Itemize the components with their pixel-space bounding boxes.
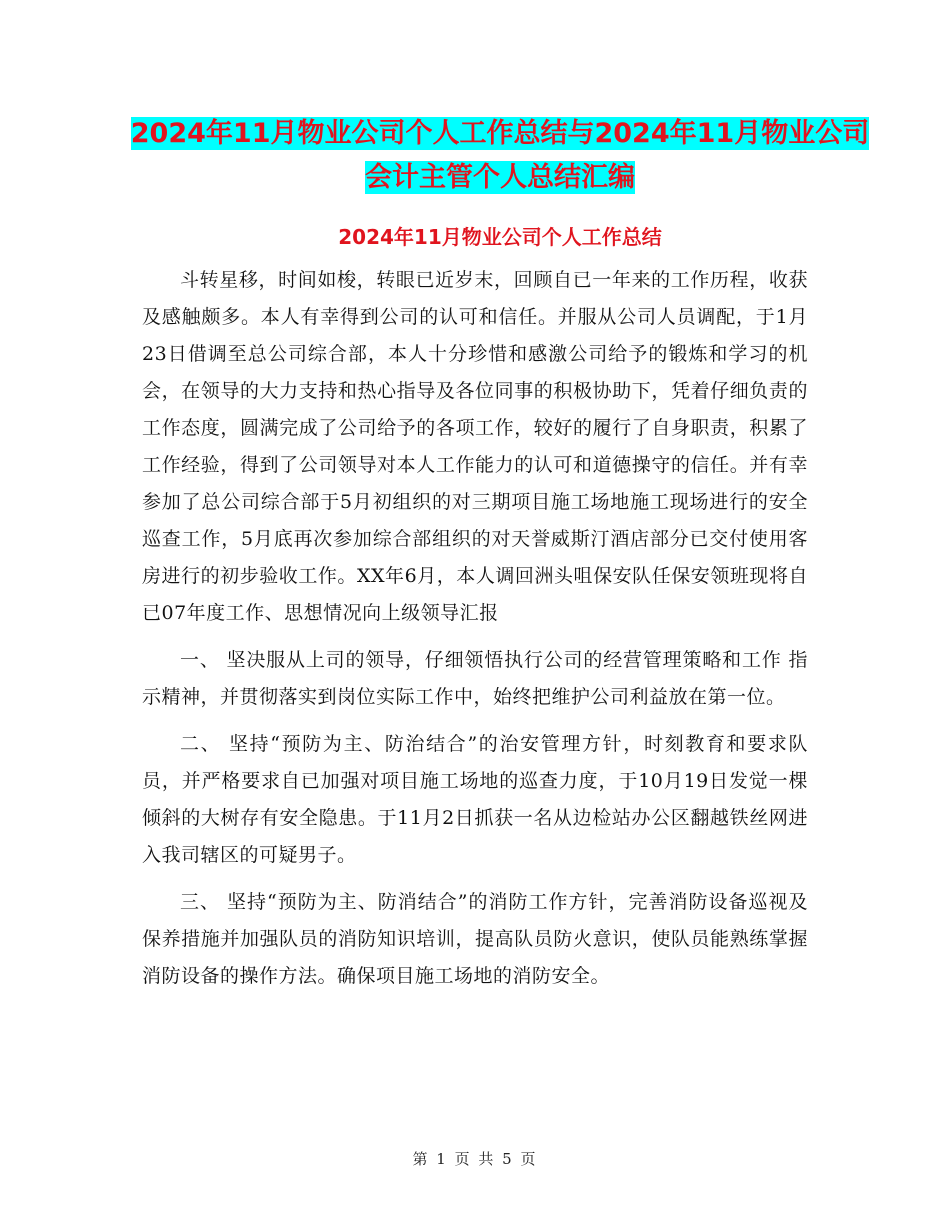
document-body xyxy=(142,262,808,1005)
paragraph-intro: 斗转星移，时间如梭，转眼已近岁末，回顾自已一年来的工作历程，收获及感触颇多。本人有幸得到公司的认可和信任。并服从公司人员调配，于1月23日借调至总公司综合部，本人十分珍惜和感激公司给予的锻炼和学习的机会，在领导的大力支持和热心指导及各位同事的积极协助下，凭着仔细负责的工作态度，圆满完成了公司给予的各项工作，较好的履行了自身职责，积累了工作经验，得到了公司领导对本人工作能力的认可和道德操守的信任。并有幸参加了总公司综合部于5月初组织的对三期项目施工场地施工现场进行的安全巡查工作，5月底再次参加综合部组织的对天誉威斯汀酒店部分已交付使用客房进行的初步验收工作。XX年6月，本人调回洲头咀保安队任保安领班现将自已07年度工作、思想情况向上级领导汇报 xyxy=(142,269,808,624)
page-footer: 第 1 页 共 5 页 xyxy=(412,1150,538,1168)
paragraph-item-3: 三、 坚持“预防为主、防消结合”的消防工作方针，完善消防设备巡视及保养措施并加强队员的消防知识培训，提高队员防火意识，使队员能熟练掌握消防设备的操作方法。确保项目施工场地的消防安全。 xyxy=(142,891,808,987)
paragraph-item-1: 一、 坚决服从上司的领导，仔细领悟执行公司的经营管理策略和工作 指示精神，并贯彻落实到岗位实际工作中，始终把维护公司利益放在第一位。 xyxy=(142,649,808,708)
section-title: 2024年11月物业公司个人工作总结 xyxy=(338,225,662,249)
document-title xyxy=(120,112,880,200)
document-title-text: 2024年11月物业公司个人工作总结与2024年11月物业公司会计主管个人总结汇编 xyxy=(130,118,870,193)
paragraph-item-2: 二、 坚持“预防为主、防治结合”的治安管理方针，时刻教育和要求队员，并严格要求自已加强对项目施工场地的巡查力度，于10月19日发觉一棵倾斜的大树存有安全隐患。于11月2日抓获一名从边检站办公区翻越铁丝网进入我司辖区的可疑男子。 xyxy=(142,733,808,866)
